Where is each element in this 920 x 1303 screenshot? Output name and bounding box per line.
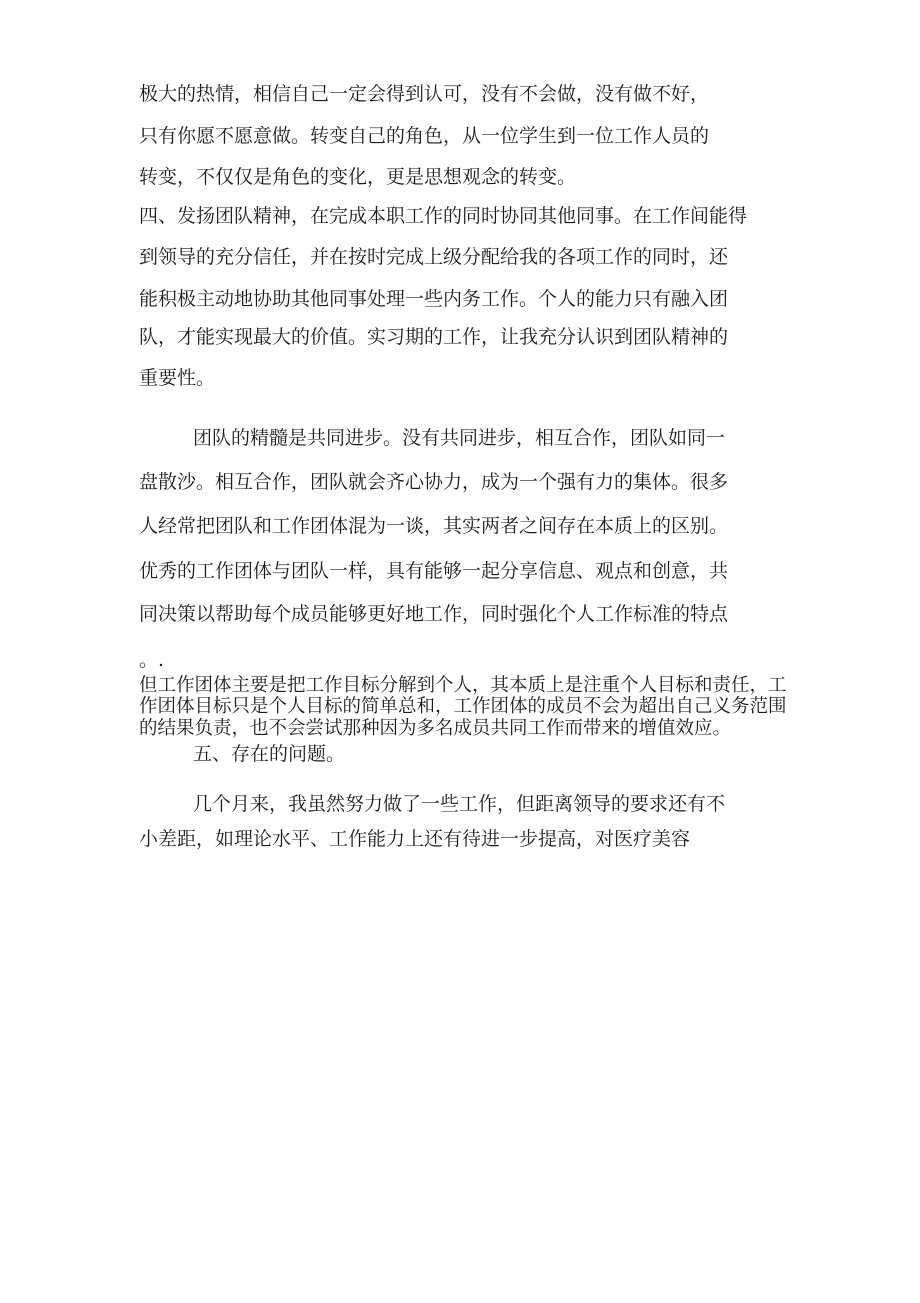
paragraph-line: 四、发扬团队精神，在完成本职工作的同时协同其他同事。在工作间能得	[139, 205, 748, 227]
paragraph-line: 但工作团体主要是把工作目标分解到个人，其本质上是注重个人目标和责任，工	[139, 675, 787, 696]
paragraph-line: 作团体目标只是个人目标的简单总和，工作团体的成员不会为超出自己义务范围	[139, 696, 787, 717]
paragraph-line: 重要性。	[139, 367, 216, 389]
paragraph-line: 盘散沙。相互合作，团队就会齐心协力，成为一个强有力的集体。很多	[139, 471, 729, 493]
paragraph-line: 到领导的充分信任，并在按时完成上级分配给我的各项工作的同时，还	[139, 246, 729, 268]
paragraph-line: 极大的热情，相信自己一定会得到认可，没有不会做，没有做不好，	[139, 83, 710, 105]
paragraph-line: 队，才能实现最大的价值。实习期的工作，让我充分认识到团队精神的	[139, 326, 729, 348]
paragraph-line: 小差距，如理论水平、工作能力上还有待进一步提高，对医疗美容	[139, 828, 691, 850]
paragraph-line: 能积极主动地协助其他同事处理一些内务工作。个人的能力只有融入团	[139, 288, 729, 310]
paragraph-line: 只有你愿不愿意做。转变自己的角色，从一位学生到一位工作人员的	[139, 125, 710, 147]
paragraph-line: 人经常把团队和工作团体混为一谈，其实两者之间存在本质上的区别。	[139, 515, 729, 537]
paragraph-line: 几个月来，我虽然努力做了一些工作，但距离领导的要求还有不	[193, 793, 726, 815]
paragraph-line: 优秀的工作团体与团队一样，具有能够一起分享信息、观点和创意，共	[139, 560, 729, 582]
paragraph-line: 同决策以帮助每个成员能够更好地工作，同时强化个人工作标准的特点	[139, 603, 729, 625]
paragraph-line: 的结果负责，也不会尝试那种因为多名成员共同工作而带来的增值效应。	[139, 718, 732, 739]
paragraph-line: 。.	[139, 649, 165, 671]
section-heading: 五、存在的问题。	[193, 743, 346, 765]
paragraph-line: 转变，不仅仅是角色的变化，更是思想观念的转变。	[139, 166, 577, 188]
paragraph-line: 团队的精髓是共同进步。没有共同进步，相互合作，团队如同一	[193, 427, 726, 449]
